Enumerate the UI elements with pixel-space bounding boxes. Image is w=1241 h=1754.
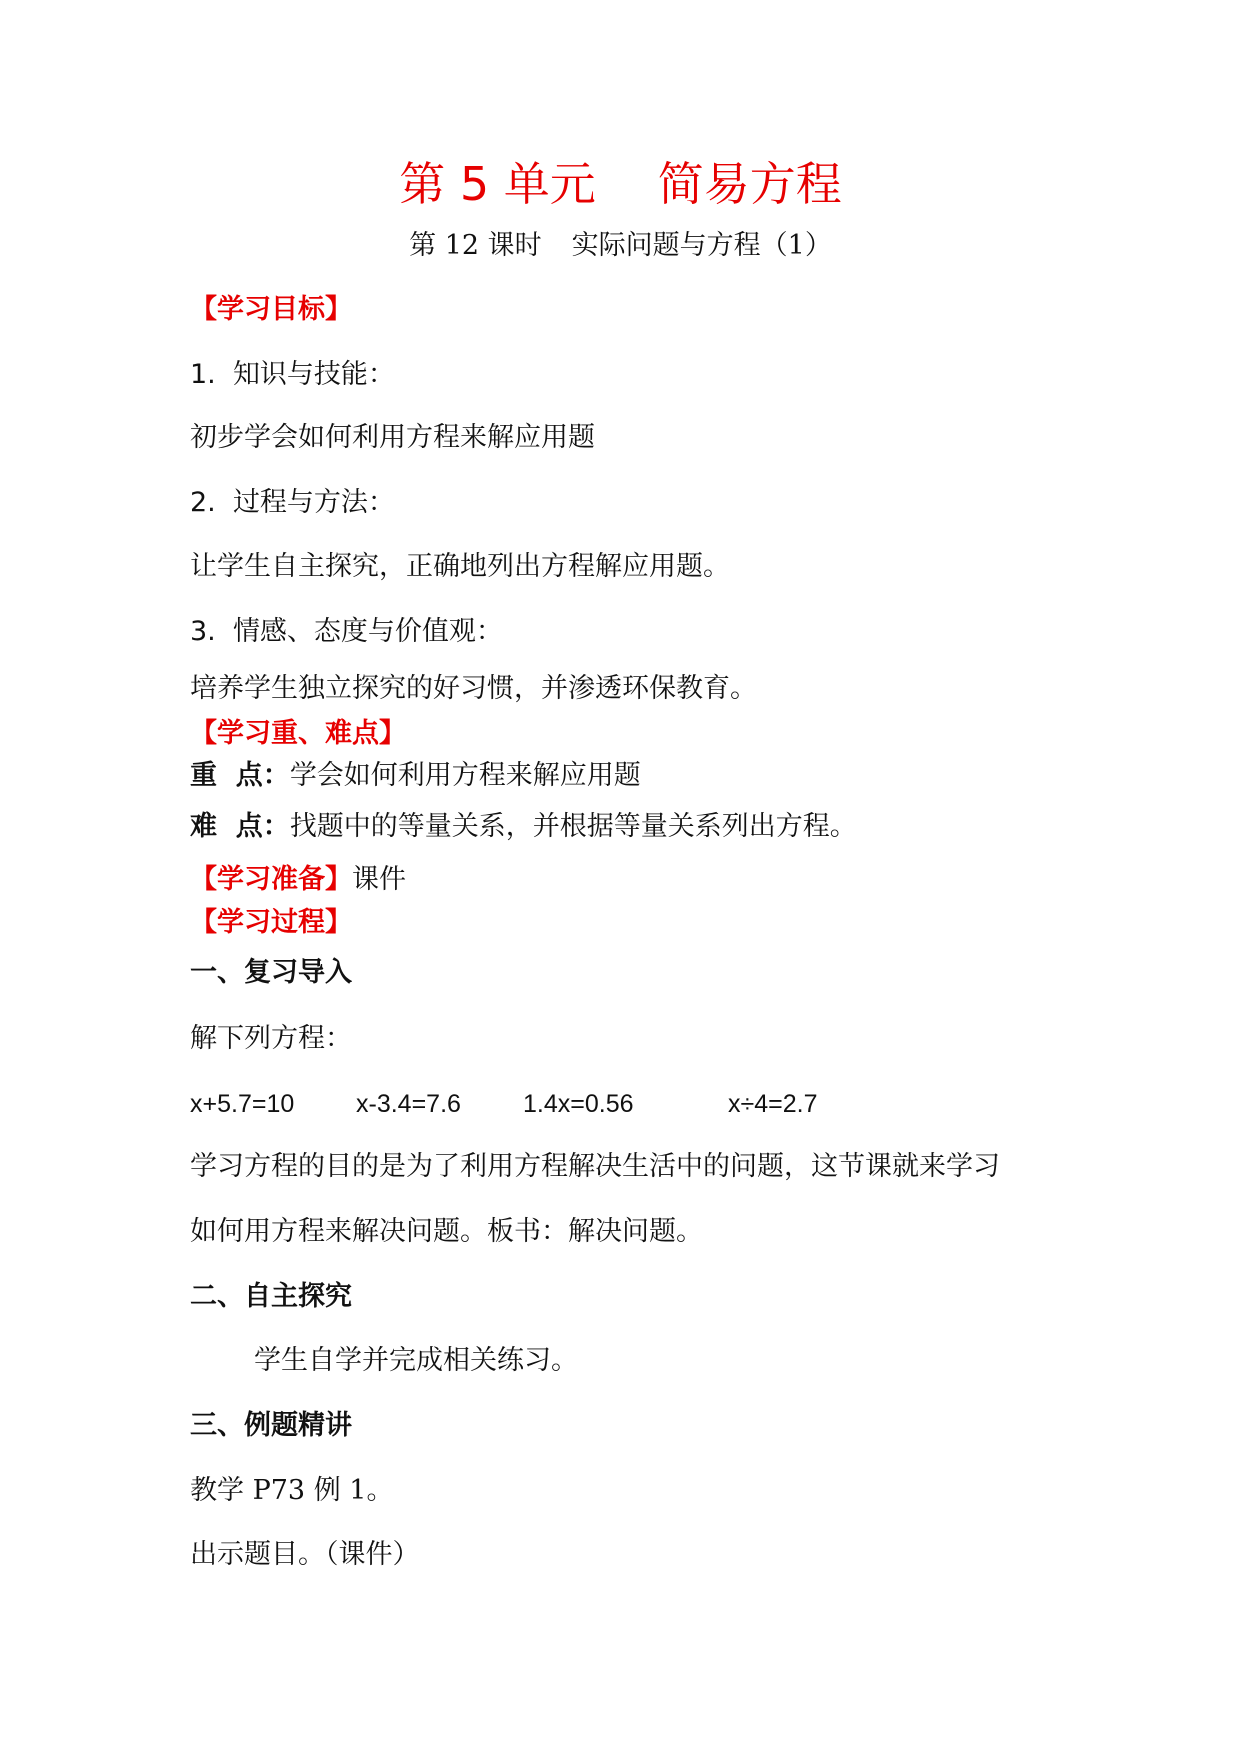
preparation-row	[190, 862, 406, 898]
section-2-heading: 二、自主探究	[190, 1281, 352, 1312]
process-heading: 【学习过程】	[190, 907, 352, 938]
objectives-heading: 【学习目标】	[190, 294, 352, 325]
objective-item-1-text: 初步学会如何利用方程来解应用题	[190, 422, 595, 453]
section-3-line-2: 出示题目。（课件）	[190, 1539, 420, 1570]
section-3-heading: 三、例题精讲	[190, 1410, 352, 1441]
objective-item-1-number: 1.	[190, 359, 216, 390]
objective-item-1-label: 知识与技能：	[232, 359, 395, 390]
difficulty-label: 难 点：	[190, 811, 290, 842]
difficulty-row	[190, 809, 857, 845]
lesson-number: 第 12 课时	[409, 230, 542, 261]
objective-item-2-label: 过程与方法：	[232, 487, 395, 518]
unit-title	[0, 156, 1241, 212]
preparation-text: 课件	[352, 864, 406, 895]
difficulty-text: 找题中的等量关系，并根据等量关系列出方程。	[289, 811, 857, 842]
section-1-intro: 解下列方程：	[190, 1023, 352, 1054]
objective-item-3	[190, 614, 503, 650]
section-2-text: 学生自学并完成相关练习。	[254, 1345, 578, 1376]
objective-item-2-text: 让学生自主探究，正确地列出方程解应用题。	[190, 551, 730, 582]
section-1-heading: 一、复习导入	[190, 957, 352, 988]
equation-4: x÷4=2.7	[728, 1090, 818, 1118]
section-3-line-1: 教学 P73 例 1。	[190, 1475, 394, 1506]
key-point-text: 学会如何利用方程来解应用题	[289, 760, 641, 791]
section-1-paragraph-line-2: 如何用方程来解决问题。板书：解决问题。	[190, 1216, 703, 1247]
unit-title-name: 简易方程	[657, 157, 842, 211]
key-points-heading: 【学习重、难点】	[190, 718, 406, 749]
objective-item-1	[190, 357, 395, 393]
key-point-row	[190, 758, 641, 794]
unit-title-number: 第 5 单元	[399, 157, 596, 211]
lesson-subtitle	[0, 228, 1241, 264]
equation-2: x-3.4=7.6	[356, 1090, 461, 1118]
objective-item-3-text: 培养学生独立探究的好习惯，并渗透环保教育。	[190, 673, 757, 704]
lesson-name: 实际问题与方程（1）	[571, 230, 832, 261]
objective-item-3-number: 3.	[190, 616, 216, 647]
objective-item-2	[190, 485, 395, 521]
objective-item-3-label: 情感、态度与价值观：	[232, 616, 503, 647]
objective-item-2-number: 2.	[190, 487, 216, 518]
preparation-heading: 【学习准备】	[190, 864, 352, 895]
key-point-label: 重 点：	[190, 760, 290, 791]
section-1-paragraph-line-1: 学习方程的目的是为了利用方程解决生活中的问题，这节课就来学习	[190, 1151, 1000, 1182]
equation-1: x+5.7=10	[190, 1090, 295, 1118]
equation-3: 1.4x=0.56	[523, 1090, 634, 1118]
